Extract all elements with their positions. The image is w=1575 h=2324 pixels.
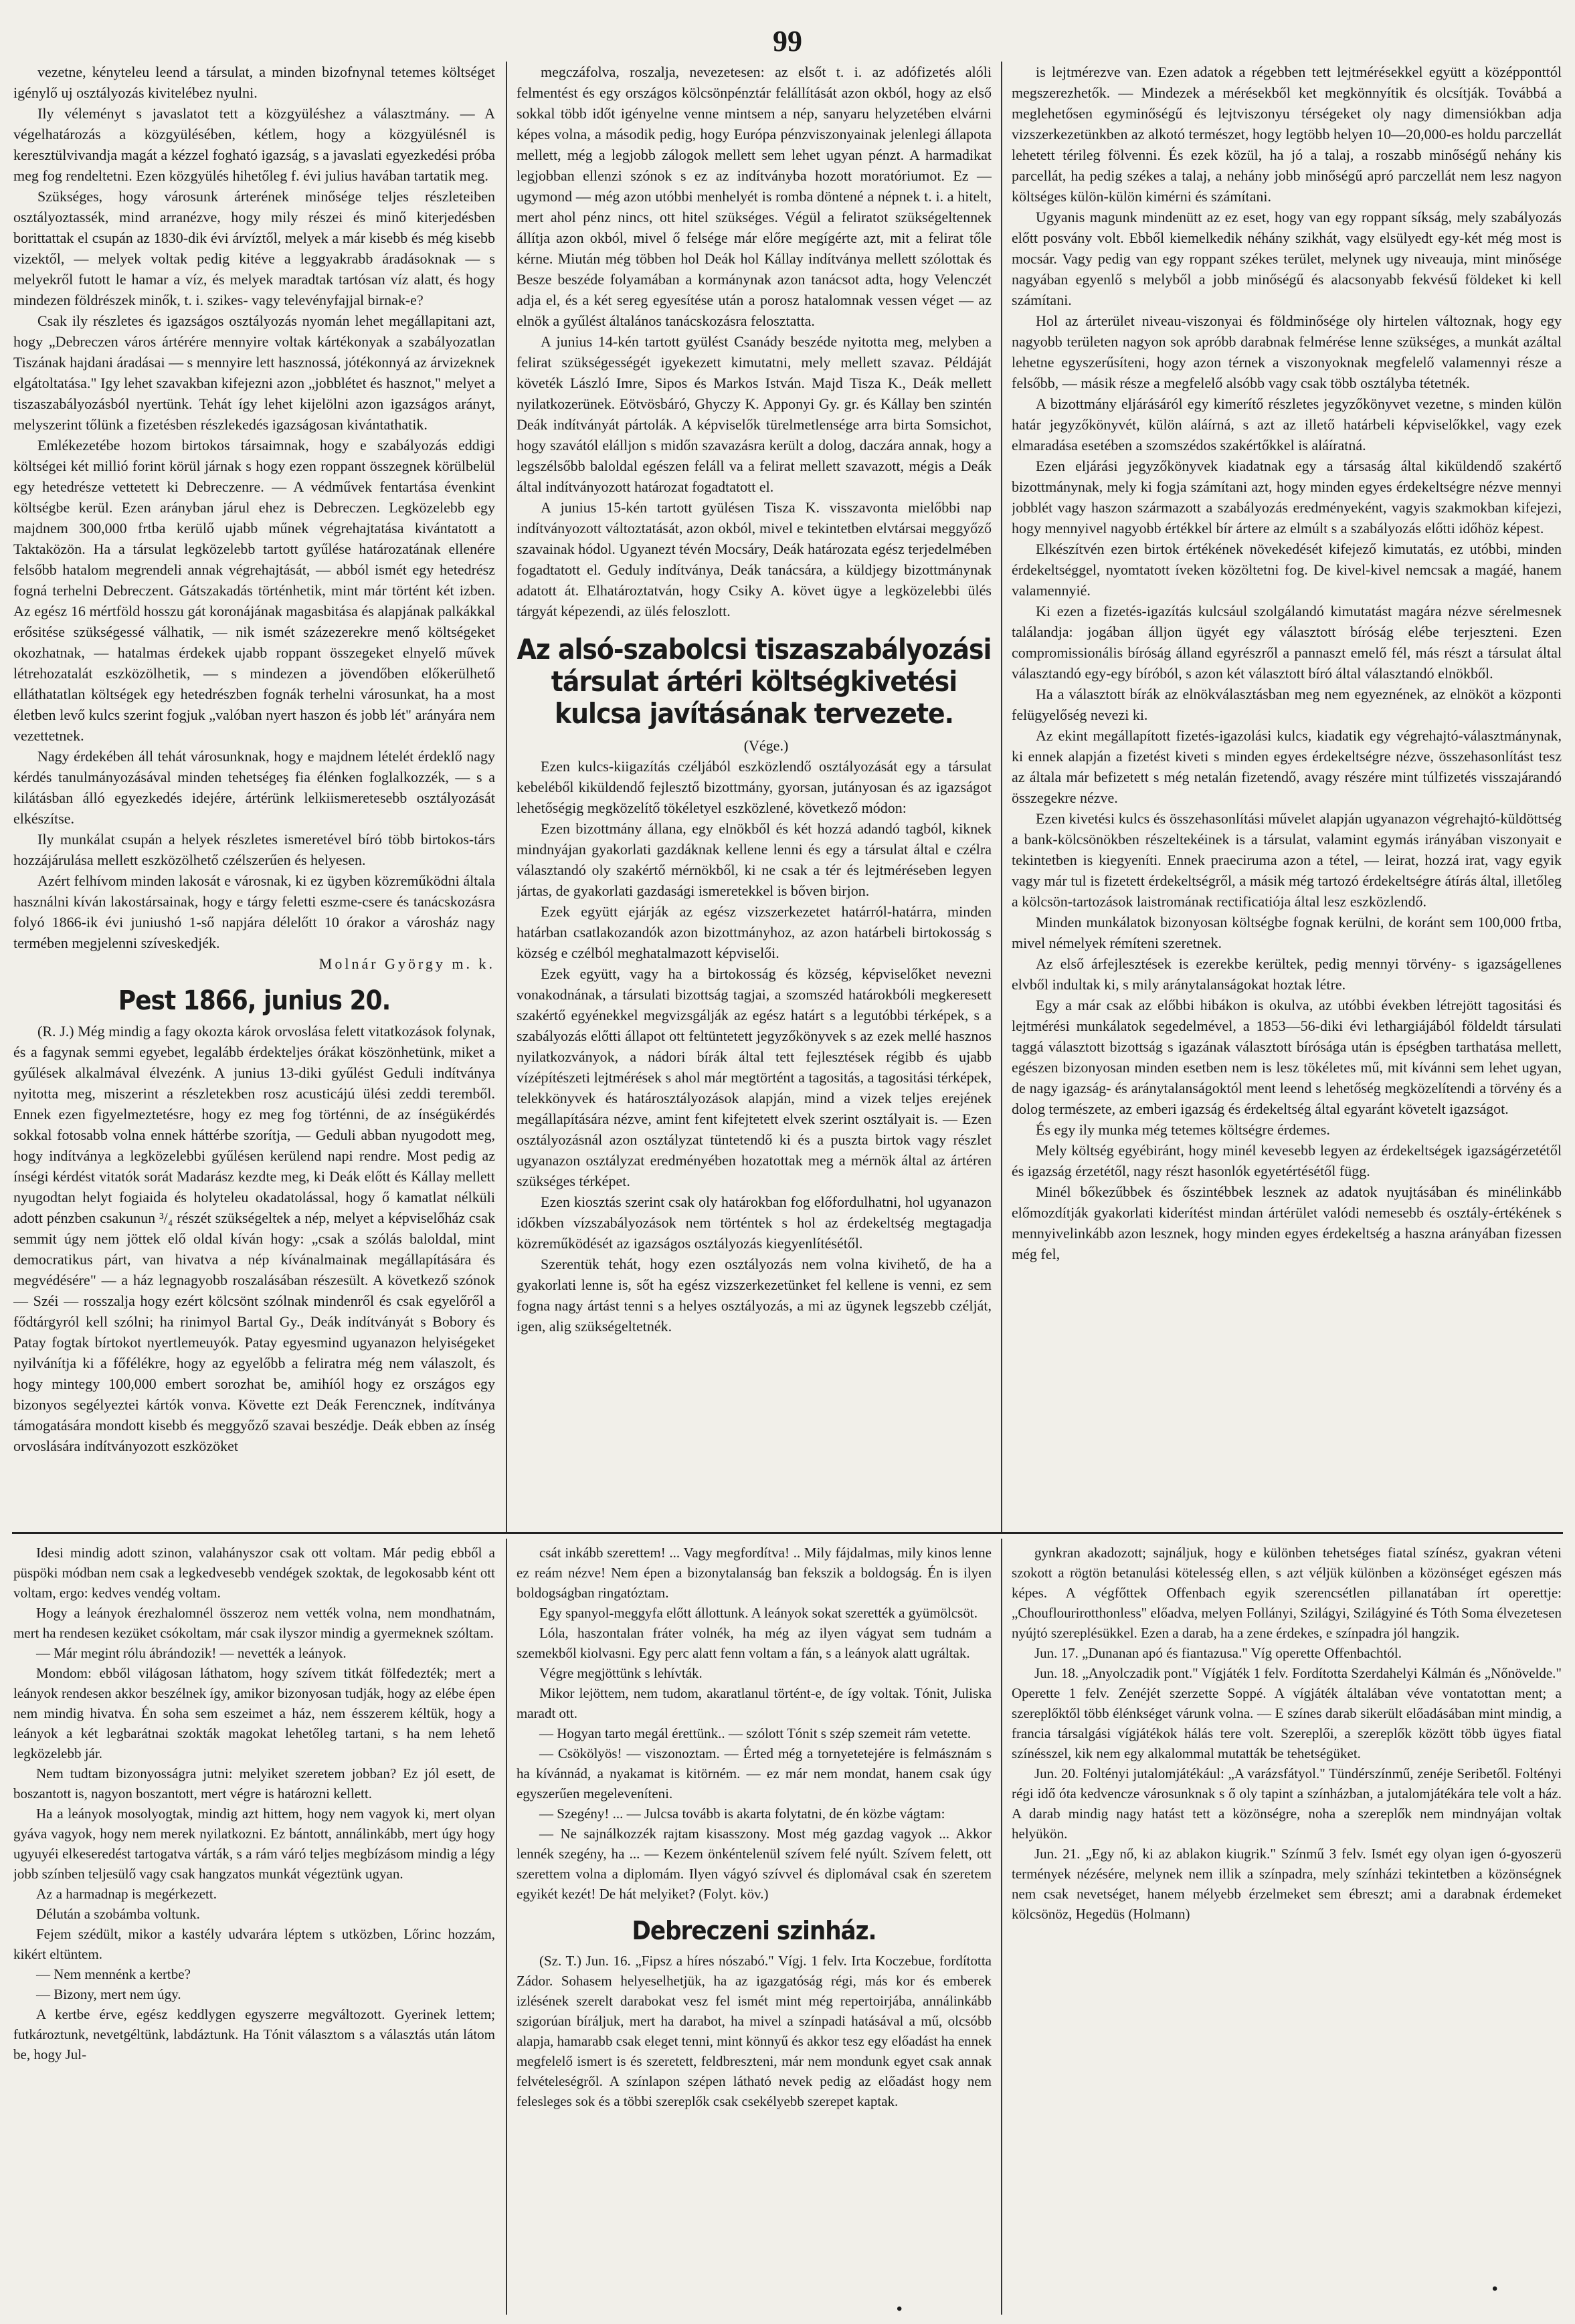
paragraph: Hogy a leányok érezhalomnél összeroz nem vették volna, nem mondhatnám, mert ha rendesen kezüket csókoltam, már csak ilyszor mindig a gyermeknek szóltam.: [13, 1605, 495, 1641]
paragraph: Jun. 17. „Dunanan apó és fiantazusa." Víg operette Offenbachtól.: [1034, 1645, 1402, 1661]
paragraph: Idesi mindig adott szinon, valahányszor csak ott voltam. Már pedig ebből a püspöki módban nem csak a legkedvesebb vendégek szoktak, de legokosabb ként ott voltam, ergo: kedves vendég voltam.: [13, 1545, 495, 1601]
paragraph: És egy ily munka még tetemes költségre érdemes.: [1036, 1121, 1330, 1138]
paragraph: Jun. 18. „Anyolczadik pont." Vígjáték 1 felv. Fordította Szerdahelyi Kálmán és „Nőnövelde." Operette 1 felv. Zenéjét szerzette Soppé. A vígjáték általában véve vontatottan ment; a szereplőktől több élénkséget várunk volna. — E színes darab sikerült előadásában mint mindig, a francia társalgási vígjátékok hálás tere volt. Szereplői, a szereplők között több ügyes fiatal színésszel, kik nem egy alkalommal mutatták be tehetségüket.: [1012, 1665, 1562, 1761]
paragraph: Emlékezetébe hozom birtokos társaimnak, hogy e szabályozás eddigi költségei két millió forint körül járnak s hogy ezen roppant összegnek körülbelül egy hetedrésze vettetett ki Debreczenre. — A védművek fentartása évenkint költségbe kerül. Ezen arányban járul ehez is Debreczen. Legközelebb egy majdnem 300,000 frtba kerülő ujabb műnek végrehajtatása kivántatott a Taktaközön. Ha a társulat legközelebb tartott gyűlése határozatának ellenére felsőbb hatalom megrendeli annak végrehajtását, — abból ismét egy hetedrész fogná terhelni Debreczent. Gátszakadás történhetik, mint már történt két izben. Az egész 16 mértföld hosszu gát koronájának magasbitása és alapjának palkákkal erősitése szükségessé válhatik, — nik ismét százezerekre menő költségeket okozhatnak, — hatalmas érdekek ujabb roppant összegeket elnyelő művek létrehozatalát eszközölhetik, — s mindezen a jövendőben előkerülhető elláthatatlan költségek egy hetedrészben fognák terhelni városunkat, ha a most életben levő kulcs szerint fogjuk „valóban nyert haszon és jobb lét" arányára nem vezettetnek.: [13, 437, 495, 744]
signature: Molnár György m. k.: [318, 955, 495, 972]
paragraph: — Hogyan tarto megál érettünk.. — szólott Tónit s szép szemeit rám vetette.: [539, 1725, 971, 1741]
paragraph: (R. J.) Még mindig a fagy okozta károk orvoslása felett vitatkozások folynak, és a fagynak semmi egyebet, legalább érdekteljes órákat köszönhetünk, miket a gyűlések alkalmával élvezénk. A junius 13-diki gyűlést Geduli indítványa nyitotta meg, miszerint a részletekben rosz acusticájú ülési zeddi teremből. Ennek ezen figyelmeztetésre, hogy ez meg fog történni, de az ínségükérdés sokkal fotosabb volna ennek háttérbe szorítja, — Geduli abban nyugodott meg, hogy indítványa a legközelebbi gyűlésen kerülend napi rendre. Most pedig az ínségi kérdést vitatók sorát Madarász kezdte meg, ki Deák előtt és Kállay mellett nyugodtan helyt fogiaida és holyteleu okadatolással, hogy ő kamatlat nélküli adott pénzben csakunun ³/₄ részét szükségeltek a nép, melyet a képviselőház csak semmit úgy nem jöttek elő oldal kíván hogy: „csak a szólás baloldal, mint democratikus párt, van hivatva a nép kívánalmainak megállapítására és megvédésére" — a ház legnagyobb roszalásában részesült. A következő szónok — Széi — rosszalja hogy ezért kölcsönt szólnak mindenről és csak egyelőről a fődtárgyról kell szólni; ha rinimyol Bartal Gy., Deák indítványát s Bobory és Patay fogtak bírtokot nyertlemeuyók. Patay egyesmind ugyanazon helyiségeket nyilvánítja ki a főfélékre, hogy az egyelőbb a feliratra még nem válaszolt, és hogy mintegy 100,000 embert sorozhat be, amihíól hogy ez országos egy bizonyos segélyeztei kártók vonva. Követte ezt Deák Ferencznek, indítványa támogatására mondott kisebb és meggyőző szavai beszédje. Deák ebben az ínség orvoslására indítványozott eszközöket: [13, 1023, 495, 1454]
paragraph: — Csökölyös! — viszonoztam. — Érted még a tornyetetejére is felmásznám s ha kívánnád, a nyakamat is kitörném. — ez már nem mondat, hanem csak úgy egyszerűen megeleveníteni.: [517, 1745, 992, 1802]
paragraph: Ezen bizottmány állana, egy elnökből és két hozzá adandó tagból, kiknek mindnyájan gyakorlati gazdáknak kellene lenni és egy a társulat által e czélra választandó oly szakértő mérnökből, ki ne csak a tér és lejtméréseben legyen jártas, de gyakorlati gazdasági ismeretekkel is bőven birjon.: [517, 820, 992, 899]
paragraph: Délután a szobámba voltunk.: [36, 1906, 200, 1922]
paragraph: Ezen kivetési kulcs és összehasonlítási művelet alapján ugyanazon végrehajtó-küldöttség a bank-kölcsönökben részeltekéinek is a társulat, valamint egymás irányában viszonyait e tekintetben is kiegyeníti. Ennek praeciruma azon a tétel, — leirat, hozzá irat, vagy egyik vagy már tul is fizetett érdekeltségről, a másik még tartozó érdekeltségre átírás által, illetőleg a kölcsön-tartozások laistromának rectificatiója által lesz eszközlendő.: [1012, 810, 1562, 910]
paragraph: Szerentük tehát, hogy ezen osztályozás nem volna kivihető, de ha a gyakorlati lenne is, sőt ha egész vizszerkezetünket fel kellene is venni, ez sem fogna nagy ártást tenni s a helyes osztályozás, a mi az ügynek legszebb czélját, igen, alig szükségeltetnék.: [517, 1256, 992, 1335]
paragraph: Ugyanis magunk mindenütt az ez eset, hogy van egy roppant síkság, mely szabályozás előtt posvány volt. Ebből kiemelkedik néhány szikhát, vagy elsülyedt egy-két még most is mocsár. Vagy pedig van egy roppant székes terület, melynek ugy niveauja, mint minősége nagyában egyenlő s melyből a jobb minőségű és alacsonyabb fekvésű földeket ki kell számítani.: [1012, 209, 1562, 308]
paragraph: — Nem mennénk a kertbe?: [36, 1966, 191, 1982]
column-divider: [1001, 62, 1002, 1533]
paragraph: gynkran akadozott; sajnáljuk, hogy e különben tehetséges fiatal színész, gyakran véteni szokott a rögtön betanulási kötelesség ellen, s azt véljük különben a közönséget egészen más képes. A végfőttek Offenbach egyik szerencsétlen pillanatában írt operettje: „Chouflourirotthonless" előadva, melyen Follányi, Szilágyi, Szilágyiné és Tóth Soma élvezetesen nyújtó szereplésükkel. Ezen a darab, ha a zene érdekes, e színpadra jól hangzik.: [1012, 1545, 1562, 1641]
headline-szinhaz: Debreczeni szinház.: [632, 1916, 876, 1945]
paragraph: Mondom: ebből világosan láthatom, hogy szívem titkát fölfedezték; mert a leányok rendesen akkor beszélnek így, amikor bizonyosan tudják, hogy az elébe épen nem mindig hivatva. Én soha sem eszeimet a ház, nem ésszerem kéltük, hogy a leányok a két legbarátnai szokták magokat lehetőleg tartani, s ha nem lehető legközelebb jár.: [13, 1665, 495, 1761]
paragraph: Elkészítvén ezen birtok értékének növekedését kifejező kimutatás, ez utóbbi, minden érdekeltséggel, nyomtatott íveken közöltetni fog. De kivel-kivel nemcsak a magáé, hanem valamennyié.: [1012, 541, 1562, 599]
ornament-dot: •: [1492, 2281, 1498, 2298]
paragraph: Ezen kulcs-kiigazítás czéljából eszközlendő osztályozását egy a társulat kebeléből kiküldendő fejlesztő bizottmány, gyorsan, jutányosan és az igazságot lehetőségig megközelítő tökéletyel eszközlené, következő módon:: [517, 758, 992, 816]
paragraph: — Bizony, mert nem úgy.: [36, 1986, 181, 2002]
column-1: [13, 62, 495, 1466]
feuilleton-column-1: [13, 1543, 495, 2312]
paragraph: Végre megjöttünk s lehívták.: [539, 1665, 703, 1681]
paragraph: Az ekint megállapított fizetés-igazolási kulcs, kiadatik egy végrehajtó-választmánynak, ki ennek alapján a fizetést kiveti s minden egyes érdekeltségre nézve, összehasonlítást tesz az általa már befizetett s még netalán fizetendő, avagy részére mint túlfizetés visszajárandó összegekre nézve.: [1012, 727, 1562, 806]
paragraph: Egy spanyol-meggyfa előtt állottunk. A leányok sokat szerették a gyümölcsöt.: [539, 1605, 978, 1621]
paragraph: Ezek együtt, vagy ha a birtokosság és község, képviselőket nevezni vonakodnának, a társulati bizottság tagjai, a szomszéd határokbóli megkeresett szakértő egyénekkel megvizsgálják az egész határt s a legutóbbi térképek, s a szabályozás előtti állapot ott feltüntetett jegyzőkönyvek s az ezek mellé hasznos nyilatkozványok, a nádori bírák által tett fejlesztések régibb és ujabb vízépítészeti lejtmérések s ahol már megtörtént a tagositás, a tagositási térképek, telekkönyvek és határosztályozások alapján, mind a vizek teljes erejének megállapítására nézve, amint fent kifejtetett elvek szerint osztályait is. — Ezen osztályozásnál azon osztályzat tüntetendő ki és a puszta birtok vagy részlet ugyanazon osztályzat eredményében hozatottak meg a mérnök által az ártéren szükséges térképet.: [517, 965, 992, 1189]
paragraph: Ezen kiosztás szerint csak oly határokban fog előfordulhatni, hol ugyanazon időkben vízszabályozások nem történtek s hol az érdekeltség megtagadja közreműködését az igazságos osztályozás kiegyenlítésétől.: [517, 1193, 992, 1252]
paragraph: A kertbe érve, egész keddlygen egyszerre megváltozott. Gyerinek lettem; futkároztunk, nevetgéltünk, labdáztunk. Ha Tónit választom s a választás után látom be, hogy Jul-: [13, 2006, 495, 2062]
paragraph: Ily munkálat csupán a helyek részletes ismeretével bíró több birtokos-társ hozzájárulása mellett eszközölhető czélszerűen és helyesen.: [13, 831, 495, 868]
paragraph: Minél bőkezűbbek és őszintébbek lesznek az adatok nyujtásában és minélinkább előmozdítják gyakorlati kiderítést mindan ártérület valódi nemesebb és osztály-értékének s mennyivelinkább azon lesznek, hogy minden egyes érdekeltség a haszna arányában fizessen még fel,: [1012, 1183, 1562, 1262]
feuilleton-divider: [12, 1532, 1563, 1534]
paragraph: — Már megint rólu ábrándozik! — nevették a leányok.: [36, 1645, 347, 1661]
column-2-article: [517, 756, 992, 1337]
headline-pest: Pest 1866, junius 20.: [118, 985, 391, 1016]
paragraph: Mikor lejöttem, nem tudom, akaratlanul történt-e, de így voltak. Tónit, Juliska maradt ott.: [517, 1685, 992, 1721]
paragraph: vezetne, kényteleu leend a társulat, a minden bizofnynal tetemes költséget igénylő uj osztályozás kivitelébez nyulni.: [13, 64, 495, 101]
column-divider: [506, 1539, 507, 2315]
paragraph: A bizottmány eljárásáról egy kimerítő részletes jegyzőkönyvet vezetne, s minden külön határ jegyzőkönyvét, külön aláírná, s azt az illető határbeli képviselőkkel, vagy ezek elmaradása esetében a szomszédos szakértőkkel is aláíratná.: [1012, 395, 1562, 454]
paragraph: Hol az árterület niveau-viszonyai és földminősége oly hirtelen változnak, hogy egy nagyobb területen nagyon sok apróbb darabnak felmérése lenne szükséges, a munkát azáltal lehetne egyszerűsíteni, hogy azon térnek a viszonyoknak megfelelő valamennyi része a felsőbb, — másik része a megfelelő alsóbb vagy csak több osztályba tétetnék.: [1012, 312, 1562, 391]
paragraph: Azért felhívom minden lakosát e városnak, ki ez ügyben közreműködni általa használni kíván lakostársainak, hogy e tárgy feletti eszme-csere és tanácskozásra folyó 1866-ik évi juniushó 1-ső napjára délelőtt 10 órakor a városház nagy termében megjelenni szíveskedjék.: [13, 872, 495, 951]
paragraph: megczáfolva, roszalja, nevezetesen: az elsőt t. i. az adófizetés alóli felmentést és egy országos kölcsönpénztár felállítását azon okból, hogy az első sokkal több időt igényelne venne mintsem a nép, sanyaru helyzetében elvárni képes volna, a második pedig, hogy Európa pénzviszonyainak jelenlegi állapota mellett, még a legjobb zálogok mellett sem lehet ugyan pénzt. A harmadikat legjobban ellenzi szónok s ez az indítványba hozott moratóriumot. Ez — ugymond — még azon utóbbi menhelyét is romba döntené a népnek t. i. a hitelt, mert ahol pénz nincs, ott hitel szükséges. Végül a feliratot szükségeltennek állítja azon okból, mivel ő felsége már előre megígérte azt, mit a felirat tőle kérne. Miután még többen hol Deák hol Kállay indítványa mellett szólottak és Besze beszéde folyamában a kormánynak azon tanácsot adta, hogy Velenczét adja el, és a két sereg egyesítése után a porosz hatalomnak vessen véget — az elnök a gyűlést általános tanácskozásra felosztatta.: [517, 64, 992, 329]
paragraph: — Ne sajnálkozzék rajtam kisasszony. Most még gazdag vagyok ... Akkor lennék szegény, ha ... — Kezem önkéntelenül szívem felé nyúlt. Szívem felett, ott szerettem volna a diplomám. Ilyen vágyó szívvel és diplomával csak én szeretem egyikét kezét! De hát melyiket? (Folyt. köv.): [517, 1826, 992, 1902]
paragraph: (Sz. T.) Jun. 16. „Fipsz a híres nószabó." Vígj. 1 felv. Irta Koczebue, fordította Zádor. Sohasem helyeselhetjük, ha az igazgatóság régi, más kor és emberek izlésének szerelt darabokat vesz fel ismét mint még repertoirjába, annálinkább szigorúan bíráljuk, mert ha darabot, ha mivel a színpadi hatásával a mű, olcsóbb alapja, hamarabb csak eleget tenni, mint könnyű és akkor tesz egy előadást ha ennek megfelelő ismert is és szeretett, feldbreszteni, már nem mondunk egyet csak annak felvételeségről. A színlapon szépen látható nevek pedig az előadást hogy nem felesleges sok és a többi szereplők csak csekélyebb szerepet kaptak.: [517, 1953, 992, 2109]
page-number: 99: [773, 25, 802, 58]
column-3-text: [1012, 62, 1562, 1264]
paragraph: Fejem szédült, mikor a kastély udvarára léptem s utközben, Lőrinc hozzám, kikért eltüntem.: [13, 1926, 495, 1962]
paragraph: A junius 14-kén tartott gyülést Csanády beszéde nyitotta meg, melyben a felirat szükségességét igyekezett kimutatni, mely mellett szavaz. Példáját követék László Imre, Sipos és Markos István. Majd Tisza K., Deák mellett nyilatkozerünek. Eötvösbáró, Ghyczy K. Apponyi Gy. gr. és Kállay ben szintén Deák indítványát pártolák. A képviselők türelmetlensége arra birta Somsichot, hogy szavától elálljon s midőn szavazásra került a dolog, daczára annak, hogy a legszélsőbb baloldal egészen feláll va a felirat mellett szavazott, mégis a Deák által indítványozott határozat fogadtatott el.: [517, 333, 992, 495]
paragraph: Minden munkálatok bizonyosan költségbe fognak kerülni, de koránt sem 100,000 frtba, mivel némelyek rémíteni szeretnek.: [1012, 914, 1562, 951]
paragraph: Egy a már csak az előbbi hibákon is okulva, az utóbbi években létrejött tagositási és lejtmérési munkálatok segedelmével, a 1853—56-diki évi lethargiájából földeldt társulati taggá választott bizottság s igazának választott bírósága után is épségben tarthatása mellett, egészen bizonyosan minden esetben nem is lesz tökéletes mű, mit kívánni sem lehet ugyan, de nagy igazság- és aránytalanságoktól ment leend s lehetőség megközelítendi a törvény és a dolog természete, az emberi igazság és érdekeltség által egyaránt követelt igazságot.: [1012, 997, 1562, 1117]
paragraph: — Szegény! ... — Julcsa tovább is akarta folytatni, de én közbe vágtam:: [539, 1806, 945, 1822]
feuilleton-story: [517, 1543, 992, 1904]
paragraph: Ha a választott bírák az elnökválasztásban meg nem egyeznének, az elnököt a központi felügyelőség nevezi ki.: [1012, 686, 1562, 723]
paragraph: Mely költség egyébiránt, hogy minél kevesebb legyen az érdekeltségek igazságérzetétől és igazság érzetétől, nagy részt hasonlók egyetértésétől függ.: [1012, 1142, 1562, 1179]
column-3: [1012, 62, 1562, 1466]
paragraph: Nagy érdekében áll tehát városunknak, hogy e majdnem lételét érdeklő nagy kérdés tanulmányozásával minden tehetségeş fia élénken foglalkozzék, — s a kilátásban álló egyezkedés idejére, ártérünk lelkiismeretesebb osztályozását elkészítse.: [13, 748, 495, 827]
paragraph: Ily véleményt s javaslatot tett a közgyüléshez a választmány. — A végelhatározás a közgyülésében, kétlem, hogy a közgyülésnél is keresztülvivandja magát a kézzel fogható igazság, s a javaslati egyezkedési próba meg fog rendeltetni. Ezen közgyülés hihetőleg f. évi julius havában tartatik meg.: [13, 105, 495, 184]
feuilleton-column-2: [517, 1543, 992, 2312]
column-divider: [1001, 1539, 1002, 2315]
column-divider: [506, 62, 507, 1533]
column-1-text: [13, 62, 495, 953]
paragraph: Az a harmadnap is megérkezett.: [36, 1886, 217, 1902]
paragraph: Jun. 21. „Egy nő, ki az ablakon kiugrik." Színmű 3 felv. Ismét egy olyan igen ó-gyoszerü termények nézésére, melynek nem illik a színpadra, mely színházi tekintetben a közönségnek nem csak nevetséget, hanem mélyebb érzelmeket sem ébreszt; ami a darabnak érdemeket kölcsönöz, Hegedüs (Holmann): [1012, 1846, 1562, 1922]
vege-label: (Vége.): [743, 737, 789, 754]
paragraph: Az első árfejlesztések is ezerekbe kerültek, pedig mennyi törvény- s igazságellenes elvből indultak ki, s mily aránytalanságokat hoztak létre.: [1012, 955, 1562, 993]
paragraph: is lejtmérezve van. Ezen adatok a régebben tett lejtmérésekkel együtt a középponttól megszerezhetők. — Mindezek a mérésekből ket megkönnyítik és olcsítják. Továbbá a meglehetősen egyminőségű és lejtviszonyu térségeket oly nagy dimensiókban adja vizszerkezetünkben az alkotó természet, hogy legtöbb helyen 10—20,000-es holdu parczellát lehetett térileg fölvenni. És ezek közül, ha jó a talaj, a roszabb minőségű nehány kis parcellát, ha pedig székes a talaj, a nehány jobb minőségű apró parczellát nem lesz nagyon költséges külön-külön kimérni és számítani.: [1012, 64, 1562, 205]
paragraph: Lóla, haszontalan fráter volnék, ha még az ilyen vágyat sem tudnám a szemekből kiolvasni. Egy perc alatt fenn voltam a fán, s a leányok alatt ugráltak.: [517, 1625, 992, 1661]
paragraph: Jun. 20. Foltényi jutalomjátékául: „A varázsfátyol." Tündérszínmű, zenéje Seribetől. Foltényi régi idő óta kedvencze városunknak s ő oly tapint a színházban, a jutalomjátékára tele volt a ház. A darab mindig nagy hatást tett a közönségre, noha a szereplők nem mindnyájan voltak helyükön.: [1012, 1765, 1562, 1842]
paragraph: Ki ezen a fizetés-igazítás kulcsául szolgálandó kimutatást magára nézve sérelmesnek találandja: jogában álljon ügyét egy választott bíróság elébe terjeszteni. Ezen compromissionális bíróság álland egyrészről a pannaszt emelő fél, más részt a társulat által választandó egy-egy bíróból, s azon két választott bíró által választandó elnökből.: [1012, 603, 1562, 682]
column-2: [517, 62, 992, 1466]
paragraph: Ezen eljárási jegyzőkönyvek kiadatnak egy a társaság által kiküldendő szakértő bizottmánynak, mely ki fogja számítani azt, hogy minden egyes érdekeltségre nézve mennyi jobblét vagy haszon származott a szabályozás eredményeként, vagyis szakmokban kifejezi, hogy mennyivel nagyobb értékkel bír ártere az elmúlt s a szabályozás előtti időhöz képest.: [1012, 458, 1562, 537]
paragraph: Szükséges, hogy városunk árterének minősége teljes részleteiben osztályoztassék, mind arranézve, hogy mily részei és minő kiterjedésben borittattak el csupán az 1830-dik évi árvíztől, melyek a már kisebb és még kisebb vizektől, — melyek voltak pedig kitéve a leggyakrabb áradásoknak — s melyekről futott le hamar a víz, és melyek maradtak tartósan víz alatt, és hogy mindezen földrészek minők, t. i. szikes- vagy televényfajjal birnak-e?: [13, 188, 495, 308]
column-1-report: [13, 1021, 495, 1456]
paragraph: A junius 15-kén tartott gyülésen Tisza K. visszavonta mielőbbi nap indítványozott változtatását, azon okból, mivel e tekintetben elvtársai meggyőző szavainak hódol. Ugyanezt tévén Mocsáry, Deák határozata egész terjedelmében fogadtatott el. Geduly indítványa, Deák tanácsára, a küldjegy bizottmánynak adatott át. Elhatároztatván, hogy Csiky A. követ ügye a legközelebbi ülés tárgyát képezendi, az ülés feloszlott.: [517, 499, 992, 619]
ornament-dot: •: [897, 2301, 903, 2318]
column-2-text: [517, 62, 992, 621]
paragraph: Ezek együtt ejárják az egész vizszerkezetet határról-határra, minden határban csatlakozandók azon bizottmányhoz, az azon határbeli birtokosság s község e czélból meghatalmazott képviselői.: [517, 903, 992, 961]
headline-tiszaszabalyozas: Az alsó-szabolcsi tiszaszabályozási társulat ártéri költségkivetési kulcsa javításának tervezete.: [517, 633, 992, 730]
paragraph: csát inkább szerettem! ... Vagy megfordítva! .. Mily fájdalmas, mily kinos lenne ez reám nézve! Nem épen a bizonytalanság ban fekszik a boldogság. Én is ilyen boldogságban ringatóztam.: [517, 1545, 992, 1601]
paragraph: Nem tudtam bizonyosságra jutni: melyiket szeretem jobban? Ez jól esett, de boszantott is, nagyon boszantott, mert végre is határozni kellett.: [13, 1765, 495, 1802]
feuilleton-column-3: [1012, 1543, 1562, 2312]
theatre-review: [517, 1951, 992, 2111]
paragraph: Ha a leányok mosolyogtak, mindig azt hittem, hogy nem vagyok ki, mert olyan gyáva vagyok, hogy nem merek nyilatkozni. Ez bántott, annálinkább, mert úgy hogy ugyuyéi elkeseredést tartogatva várták, s a rám váró teljes megbízásom mindig a légy jobb színben teljesülő vagy csak hangzatos munkát végeztünk ugyan.: [13, 1806, 495, 1882]
paragraph: Csak ily részletes és igazságos osztályozás nyomán lehet megállapitani azt, hogy „Debreczen város ártérére mennyire voltak kártékonyak a szabályozatlan Tiszának hajdani áradásai — s mennyire lett hasznossá, jótékonnyá az árvizeknek elgátoltatása." Igy lehet szavakban kifejezni azon „jobblétet és hasznot," melyet a tiszaszabályozásból nyertünk. Tehát így lehet kijelölni azon igazságos arányt, melyszerint tőlünk a fizetésben részlekedés igazságosan kivántathatik.: [13, 312, 495, 433]
